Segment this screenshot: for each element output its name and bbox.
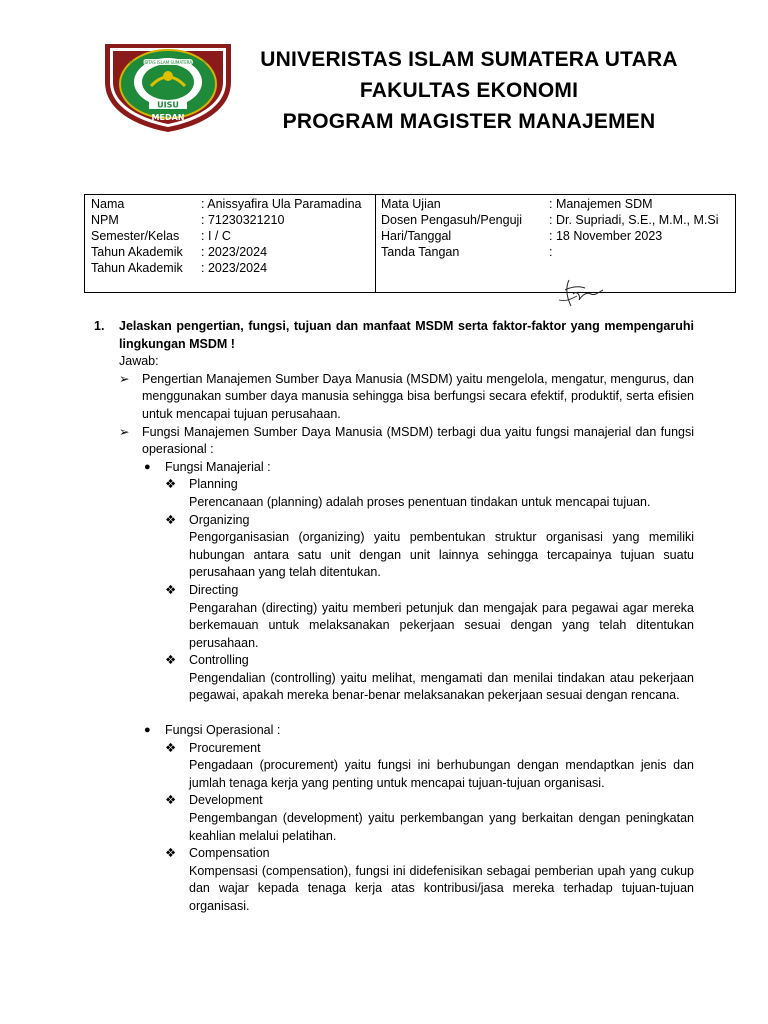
- managerial-title: Fungsi Manajerial :: [165, 459, 271, 474]
- info-label: Dosen Pengasuh/Penguji: [381, 213, 523, 227]
- operational-heading: [94, 722, 694, 740]
- logo-text-bottom: MEDAN: [151, 113, 185, 122]
- header-line-university: UNIVERISTAS ISLAM SUMATERA UTARA: [260, 48, 678, 71]
- info-label: Tahun Akademik: [91, 261, 183, 275]
- student-info-table: [84, 194, 736, 293]
- question-text: Jelaskan pengertian, fungsi, tujuan dan manfaat MSDM serta faktor-faktor yang mempengaruhi lingkungan MSDM !: [119, 319, 694, 351]
- bullet-icon: ●: [144, 460, 151, 473]
- diamond-icon: ❖: [165, 512, 177, 527]
- info-label: NPM: [91, 213, 119, 227]
- diamond-icon: ❖: [165, 582, 177, 597]
- info-label: Tanda Tangan: [381, 245, 460, 259]
- function-name: Procurement: [189, 740, 261, 755]
- info-left-column: [85, 195, 376, 292]
- arrow-icon: ➢: [119, 371, 130, 386]
- question-1: [94, 318, 694, 353]
- function-desc: Pengembangan (development) yaitu perkembangan yang berkaitan dengan peningkatan keahlian melalui pelatihan.: [189, 811, 694, 843]
- diamond-icon: ❖: [165, 477, 177, 492]
- function-desc: Pengarahan (directing) yaitu memberi petunjuk dan mengajak para pegawai agar mereka berkemauan untuk melaksanakan pekerjaan sesuai dengan yang telah ditentukan perusahaan.: [189, 600, 694, 650]
- question-number: 1.: [94, 319, 105, 333]
- function-name: Planning: [189, 477, 238, 492]
- answer-point-text: Fungsi Manajemen Sumber Daya Manusia (MSDM) terbagi dua yaitu fungsi manajerial dan fungsi operasional :: [142, 424, 694, 457]
- info-value: :: [549, 245, 553, 259]
- info-value: : 71230321210: [201, 213, 285, 227]
- answer-label: Jawab:: [119, 354, 159, 369]
- function-item: [94, 652, 694, 670]
- function-name: Controlling: [189, 653, 249, 668]
- info-label: Mata Ujian: [381, 197, 441, 211]
- diamond-icon: ❖: [165, 793, 177, 808]
- header-line-program: PROGRAM MAGISTER MANAJEMEN: [282, 110, 656, 133]
- header-line-faculty: FAKULTAS EKONOMI: [359, 79, 579, 102]
- function-item: [94, 582, 694, 600]
- function-desc: Pengendalian (controlling) yaitu melihat, mengamati dan menilai tindakan atau pekerjaan pegawai, apakah mereka benar-benar melaksanakan pekerjaan sesuai dengan rencana.: [189, 670, 694, 703]
- function-desc: Perencanaan (planning) adalah proses penentuan tindakan untuk mencapai tujuan.: [189, 494, 651, 509]
- bullet-icon: ●: [144, 724, 151, 737]
- function-desc: Pengadaan (procurement) yaitu fungsi ini berhubungan dengan mendaptkan jenis dan jumlah tenaga kerja yang penting untuk mencapai tujuan-tujuan organisasi.: [189, 758, 694, 790]
- info-label: Tahun Akademik: [91, 245, 183, 259]
- diamond-icon: ❖: [165, 740, 177, 755]
- function-name: Compensation: [189, 846, 270, 861]
- info-label: Hari/Tanggal: [381, 229, 452, 243]
- university-logo: [101, 42, 235, 134]
- info-value: : 2023/2024: [201, 261, 268, 275]
- info-value: : I / C: [201, 229, 231, 243]
- answer-point-text: Pengertian Manajemen Sumber Daya Manusia (MSDM) yaitu mengelola, mengatur, mengurus, dan menggunakan sumber daya manusia sehingga bisa berfungsi secara efektif, produktif, serta efisien untuk mencapai tujuan perusahaan.: [142, 371, 694, 421]
- function-desc: Kompensasi (compensation), fungsi ini didefenisikan sebagai pemberian upah yang cukup dan wajar kepada tenaga kerja atas kontribusi/jasa mereka terhadap tujuan-tujuan organisasi.: [189, 863, 694, 913]
- function-name: Directing: [189, 582, 239, 597]
- function-item: [94, 792, 694, 810]
- handwritten-signature: [555, 272, 615, 312]
- info-value: : Manajemen SDM: [549, 197, 653, 211]
- info-value: : Anissyafira Ula Paramadina: [201, 197, 362, 211]
- function-item: [94, 476, 694, 494]
- operational-title: Fungsi Operasional :: [165, 723, 281, 738]
- info-label: Semester/Kelas: [91, 229, 180, 243]
- info-label: Nama: [91, 197, 125, 211]
- logo-text-top: UNIVERSITAS ISLAM SUMATERA UTARA: [129, 60, 207, 65]
- diamond-icon: ❖: [165, 846, 177, 861]
- function-name: Organizing: [189, 512, 250, 527]
- letterhead: [0, 0, 768, 150]
- answer-content: [94, 318, 694, 916]
- answer-point: [94, 371, 694, 424]
- arrow-icon: ➢: [119, 424, 130, 439]
- function-item: [94, 845, 694, 863]
- diamond-icon: ❖: [165, 653, 177, 668]
- spacer: [94, 705, 694, 722]
- function-item: [94, 740, 694, 758]
- function-desc: Pengorganisasian (organizing) yaitu pembentukan struktur organisasi yang memiliki hubungan antara satu unit dengan unit lainnya sehingga tercapainya tujuan suatu perusahaan yang telah ditentukan.: [189, 530, 694, 580]
- info-value: : Dr. Supriadi, S.E., M.M., M.Si: [549, 213, 719, 227]
- info-value: : 2023/2024: [201, 245, 268, 259]
- managerial-heading: [94, 459, 694, 477]
- header-titles: [230, 44, 708, 137]
- function-name: Development: [189, 793, 263, 808]
- function-item: [94, 512, 694, 530]
- logo-text-mid: UISU: [157, 100, 179, 110]
- info-value: : 18 November 2023: [549, 229, 663, 243]
- answer-point: [94, 424, 694, 459]
